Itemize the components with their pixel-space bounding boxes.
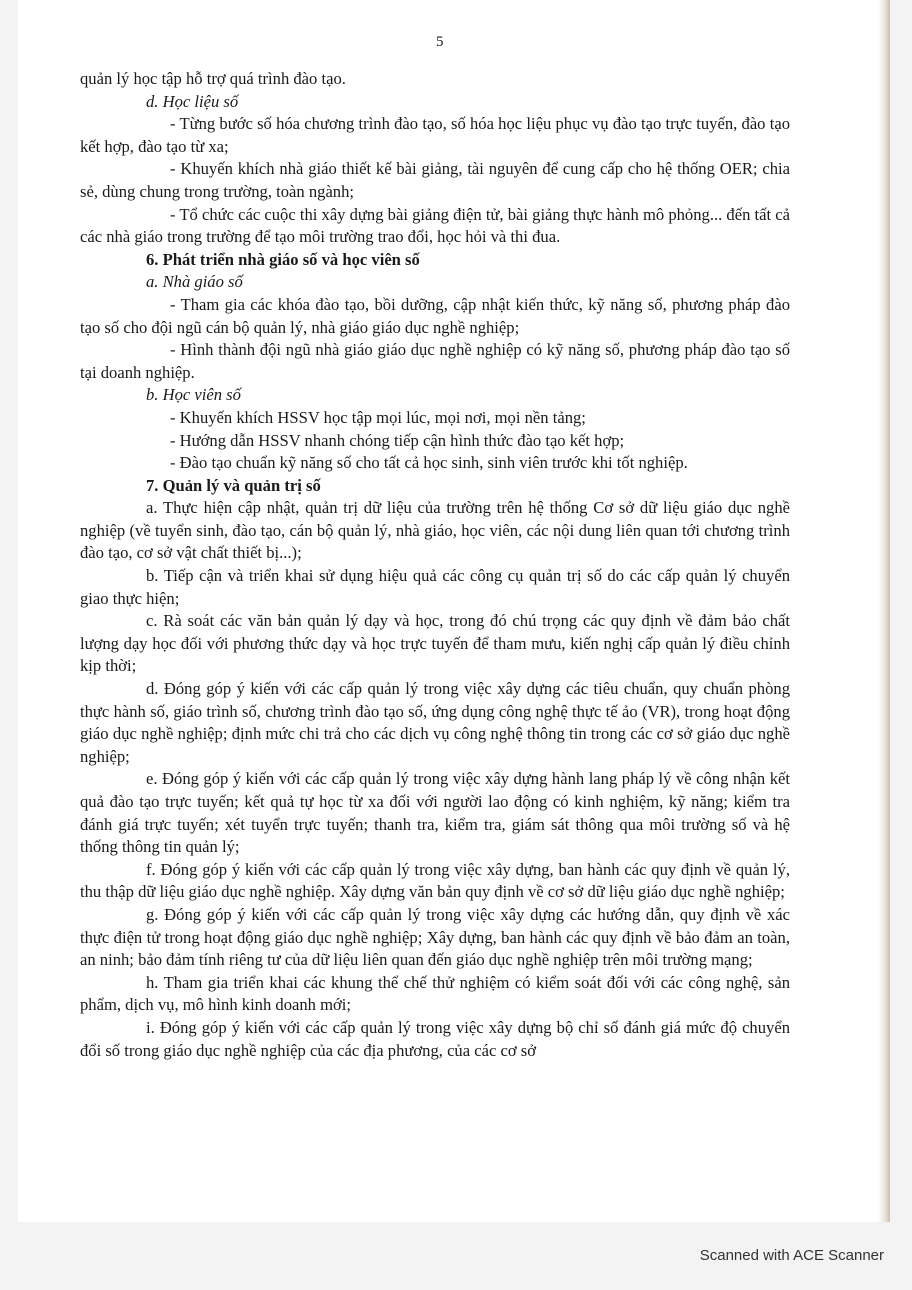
bullet-item: - Khuyến khích nhà giáo thiết kế bài giảng, tài nguyên để cung cấp cho hệ thống OER; chia sẻ, dùng chung trong trường, toàn ngành; (80, 159, 790, 201)
body-paragraph: c. Rà soát các văn bản quản lý dạy và học, trong đó chú trọng các quy định về đảm bảo chất lượng dạy học đối với phương thức dạy và học trực tuyến để tham mưu, kiến nghị cấp quản lý điều chỉnh kịp thời; (80, 611, 790, 676)
scanner-watermark: Scanned with ACE Scanner (699, 1247, 884, 1264)
body-paragraph: d. Đóng góp ý kiến với các cấp quản lý trong việc xây dựng các tiêu chuẩn, quy chuẩn phòng thực hành số, giáo trình số, chương trình đào tạo số, ứng dụng công nghệ thực tế ảo (VR), trong hoạt động giáo dục nghề nghiệp; định mức chi trả cho các dịch vụ công nghệ thông tin trong các cơ sở giáo dục nghề nghiệp; (80, 679, 790, 766)
body-paragraph: f. Đóng góp ý kiến với các cấp quản lý trong việc xây dựng, ban hành các quy định về quản lý, thu thập dữ liệu giáo dục nghề nghiệp. Xây dựng văn bản quy định về cơ sở dữ liệu giáo dục nghề nghiệp; (80, 859, 790, 902)
scanned-page (18, 0, 890, 1222)
page-edge-shadow (878, 0, 890, 1222)
subsection-heading: b. Học viên số (146, 385, 241, 405)
body-paragraph: b. Tiếp cận và triển khai sử dụng hiệu quả các công cụ quản trị số do các cấp quản lý chuyển giao thực hiện; (80, 566, 790, 608)
bullet-item: - Tham gia các khóa đào tạo, bồi dưỡng, cập nhật kiến thức, kỹ năng số, phương pháp đào tạo số cho đội ngũ cán bộ quản lý, nhà giáo giáo dục nghề nghiệp; (80, 294, 790, 337)
bullet-item: - Từng bước số hóa chương trình đào tạo, số hóa học liệu phục vụ đào tạo trực tuyến, đào tạo kết hợp, đào tạo từ xa; (80, 114, 790, 156)
bullet-item: - Khuyến khích HSSV học tập mọi lúc, mọi nơi, mọi nền tảng; (170, 407, 586, 427)
bullet-item: - Đào tạo chuẩn kỹ năng số cho tất cả học sinh, sinh viên trước khi tốt nghiệp. (170, 453, 688, 473)
section-heading: 6. Phát triển nhà giáo số và học viên số (146, 249, 420, 269)
section-heading: 7. Quản lý và quản trị số (146, 475, 321, 495)
body-paragraph: a. Thực hiện cập nhật, quản trị dữ liệu của trường trên hệ thống Cơ sở dữ liệu giáo dục nghề nghiệp (về tuyển sinh, đào tạo, cán bộ quản lý, nhà giáo, học viên, các nội dung liên quan tới chương trình đào tạo, cơ sở vật chất thiết bị...); (80, 498, 790, 563)
body-paragraph: quản lý học tập hỗ trợ quá trình đào tạo. (80, 69, 346, 88)
document-body (80, 68, 790, 1062)
bullet-item: - Hình thành đội ngũ nhà giáo giáo dục nghề nghiệp có kỹ năng số, phương pháp đào tạo số tại doanh nghiệp. (80, 340, 790, 382)
subsection-heading: a. Nhà giáo số (146, 272, 243, 292)
body-paragraph: h. Tham gia triển khai các khung thể chế thử nghiệm có kiểm soát đối với các công nghệ, sản phẩm, dịch vụ, mô hình kinh doanh mới; (80, 972, 790, 1015)
subsection-heading: d. Học liệu số (146, 91, 239, 111)
body-paragraph: i. Đóng góp ý kiến với các cấp quản lý trong việc xây dựng bộ chỉ số đánh giá mức độ chuyển đổi số trong giáo dục nghề nghiệp của các địa phương, của các cơ sở (80, 1017, 790, 1060)
page-number: 5 (436, 34, 444, 50)
bullet-item: - Hướng dẫn HSSV nhanh chóng tiếp cận hình thức đào tạo kết hợp; (170, 430, 625, 450)
body-paragraph: g. Đóng góp ý kiến với các cấp quản lý trong việc xây dựng các hướng dẫn, quy định về xác thực điện tử trong hoạt động giáo dục nghề nghiệp; Xây dựng, ban hành các quy định về bảo đảm an toàn, an ninh; bảo đảm tính riêng tư của dữ liệu liên quan đến giáo dục nghề nghiệp trên môi trường mạng; (80, 904, 790, 970)
bullet-item: - Tổ chức các cuộc thi xây dựng bài giảng điện tử, bài giảng thực hành mô phỏng... đến tất cả các nhà giáo trong trường để tạo môi trường trao đổi, học hỏi và thi đua. (80, 204, 790, 247)
body-paragraph: e. Đóng góp ý kiến với các cấp quản lý trong việc xây dựng hành lang pháp lý về công nhận kết quả đào tạo trực tuyến; kết quả tự học từ xa đối với người lao động có kinh nghiệm, kỹ năng; kiểm tra đánh giá trực tuyến; xét tuyển trực tuyến; thanh tra, kiểm tra, giám sát thông qua môi trường số và hệ thống thông tin quản lý; (80, 769, 790, 857)
